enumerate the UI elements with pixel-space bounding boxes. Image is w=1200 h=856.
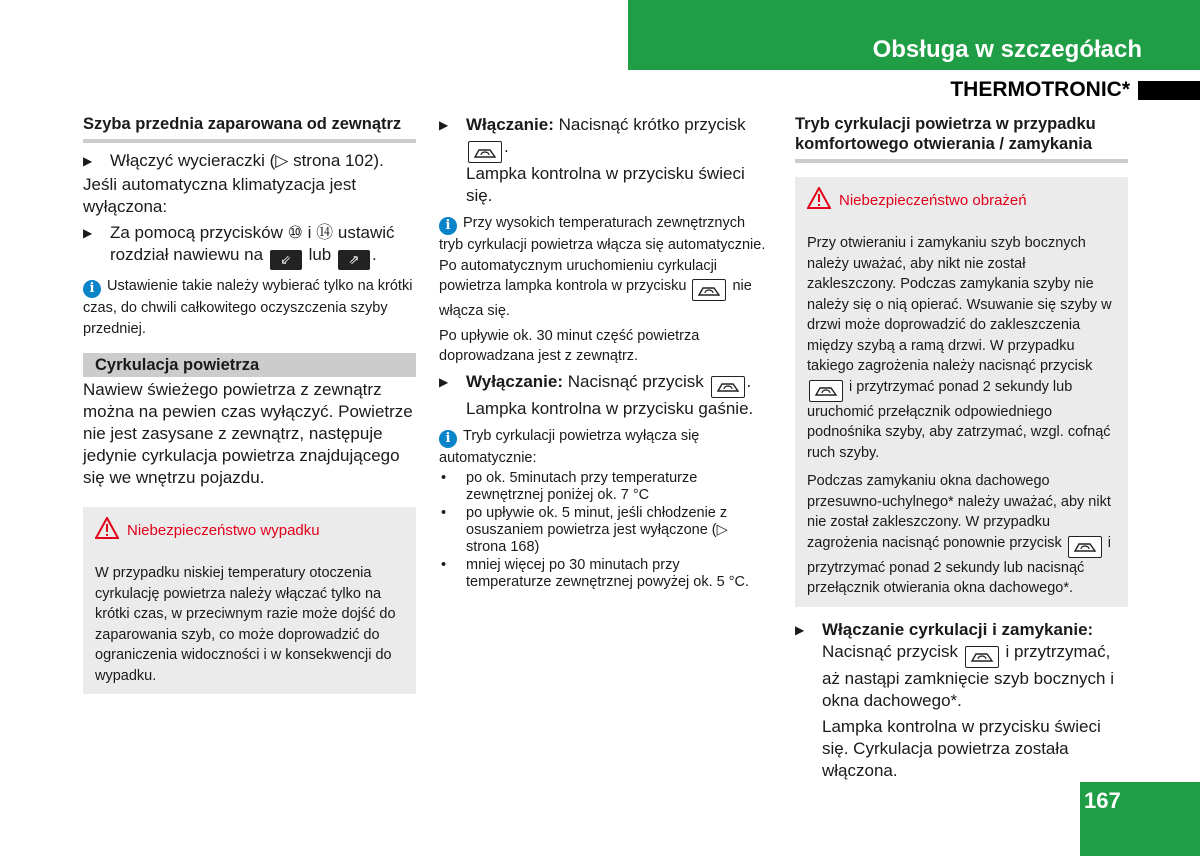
paragraph: Nawiew świeżego powietrza z zewnątrz można na pewien czas wyłączyć. Powietrze nie jest zasysane z zewnątrz, następuje jedynie cyrkulacja powietrza znajdującego się we wnętrzu pojazdu.: [83, 380, 413, 487]
list-item: • po upływie ok. 5 minut, jeśli chłodzenie z osuszaniem powietrza jest wyłączone (▷ strona 168): [439, 505, 769, 556]
recirculation-button-icon: [692, 279, 726, 301]
list-item: • mniej więcej po 30 minutach przy temperaturze zewnętrznej powyżej ok. 5 °C.: [439, 557, 769, 591]
bullet-triangle-icon: ▶: [439, 374, 449, 389]
info-icon: i: [439, 217, 457, 235]
info-icon: i: [83, 280, 101, 298]
airflow-windshield-icon: ⇗: [338, 250, 370, 270]
info-icon: i: [439, 430, 457, 448]
list-item-close: ▶ Włączanie cyrkulacji i zamykanie: Nacisnąć przycisk i przytrzymać, aż nastąpi zamknięcie szyb bocznych i okna dachowego*.: [795, 619, 1114, 710]
subsection-bar: [1138, 81, 1200, 100]
info-note: i Ustawienie takie należy wybierać tylko na krótki czas, do chwili całkowitego oczyszczenia szyby przedniej.: [83, 278, 413, 337]
page-number: 167: [1084, 788, 1121, 813]
lamp-off-text: Lampka kontrolna w przycisku gaśnie.: [466, 398, 754, 418]
warning-title: Niebezpieczeństwo obrażeń: [807, 187, 1116, 215]
bullet-triangle-icon: ▶: [83, 226, 93, 240]
key-number-14: ⑭: [316, 223, 334, 242]
list-item: • po ok. 5minutach przy temperaturze zewnętrznej poniżej ok. 7 °C: [439, 470, 769, 504]
column-2: [439, 114, 769, 592]
subsection-title: THERMOTRONIC*: [950, 78, 1130, 101]
warning-body: W przypadku niskiej temperatury otoczenia cyrkulację powietrza należy włączać tylko na krótki czas, w przeciwnym razie może dojść do zaparowania szyb, co może doprowadzić do ograniczenia widoczności i w konsekwencji do wypadku.: [95, 565, 396, 684]
list-item: ▶ Za pomocą przycisków ⑩ i ⑭ ustawić rozdział nawiewu na ⇙ lub ⇗ .: [83, 222, 416, 270]
list-item-on: ▶ Włączanie: Nacisnąć krótko przycisk .: [439, 114, 769, 163]
warning-box-accident: [83, 507, 416, 694]
warning-box-injury: [795, 177, 1128, 607]
recirculation-button-icon: [711, 376, 745, 398]
recirculation-button-icon: [468, 141, 502, 163]
warning-body: Przy otwieraniu i zamykaniu szyb bocznych należy uważać, aby nikt nie został zakleszczony. Podczas zamykania szyby nie należy się o nią opierać. Wsuwanie się szyby w drzwi może doprowadzić do zakleszczenia między szybą a ramą drzwi. W przypadku takiego zagrożenia należy nacisnąć przycisk i przytrzymać ponad 2 sekundy lub uruchomić przełącznik odpowiedniego podnośnika szyby, aby zatrzymać, wzgl. cofnąć ruch szyby.: [807, 235, 1112, 461]
key-number-10: ⑩: [287, 223, 303, 242]
list-item-off: ▶ Wyłączanie: Nacisnąć przycisk .: [439, 371, 769, 398]
section-title: Obsługa w szczegółach: [872, 36, 1142, 63]
paragraph: Jeśli automatyczna klimatyzacja jest wyłączona:: [83, 175, 357, 216]
column-3: [795, 114, 1128, 782]
airflow-windshield-footwell-icon: ⇙: [270, 250, 302, 270]
warning-triangle-icon: [807, 187, 831, 215]
bullet-triangle-icon: ▶: [83, 154, 93, 168]
warning-body: Podczas zamykaniu okna dachowego przesuwno-uchylnego* należy uważać, aby nikt nie został zakleszczony. W przypadku zagrożenia nacisnąć ponownie przycisk i przytrzymać ponad 2 sekundy lub nacisnąć przełącznik otwierania okna dachowego*.: [807, 473, 1111, 596]
warning-title: Niebezpieczeństwo wypadku: [95, 517, 404, 545]
info-note: i Przy wysokich temperaturach zewnętrznych tryb cyrkulacji powietrza włącza się automatycznie. Po automatycznym uruchomieniu cyrkulacji powietrza lampka kontrola w przycisku nie włącza się.: [439, 215, 766, 319]
heading-comfort: Tryb cyrkulacji powietrza w przypadku komfortowego otwierania / zamykania: [795, 114, 1128, 163]
heading-windshield: Szyba przednia zaparowana od zewnątrz: [83, 114, 416, 143]
info-note: i Tryb cyrkulacji powietrza wyłącza się automatycznie:: [439, 427, 700, 466]
bullet-triangle-icon: ▶: [795, 622, 805, 637]
recirculation-button-icon: [1068, 536, 1102, 558]
lamp-text: Lampka kontrolna w przycisku świeci się. Cyrkulacja powietrza została włączona.: [822, 716, 1101, 780]
heading-circulation: Cyrkulacja powietrza: [83, 353, 416, 377]
list-item: ▶ Włączyć wycieraczki (▷ strona 102).: [83, 151, 384, 170]
auto-off-list: [439, 470, 769, 591]
column-1: [83, 114, 416, 694]
lamp-on-text: Lampka kontrolna w przycisku świeci się.: [466, 164, 745, 205]
paragraph: Po upływie ok. 30 minut część powietrza doprowadzana jest z zewnątrz.: [439, 327, 700, 364]
recirculation-button-icon: [809, 380, 843, 402]
warning-triangle-icon: [95, 517, 119, 545]
recirculation-button-icon: [965, 646, 999, 668]
bullet-triangle-icon: ▶: [439, 118, 449, 132]
